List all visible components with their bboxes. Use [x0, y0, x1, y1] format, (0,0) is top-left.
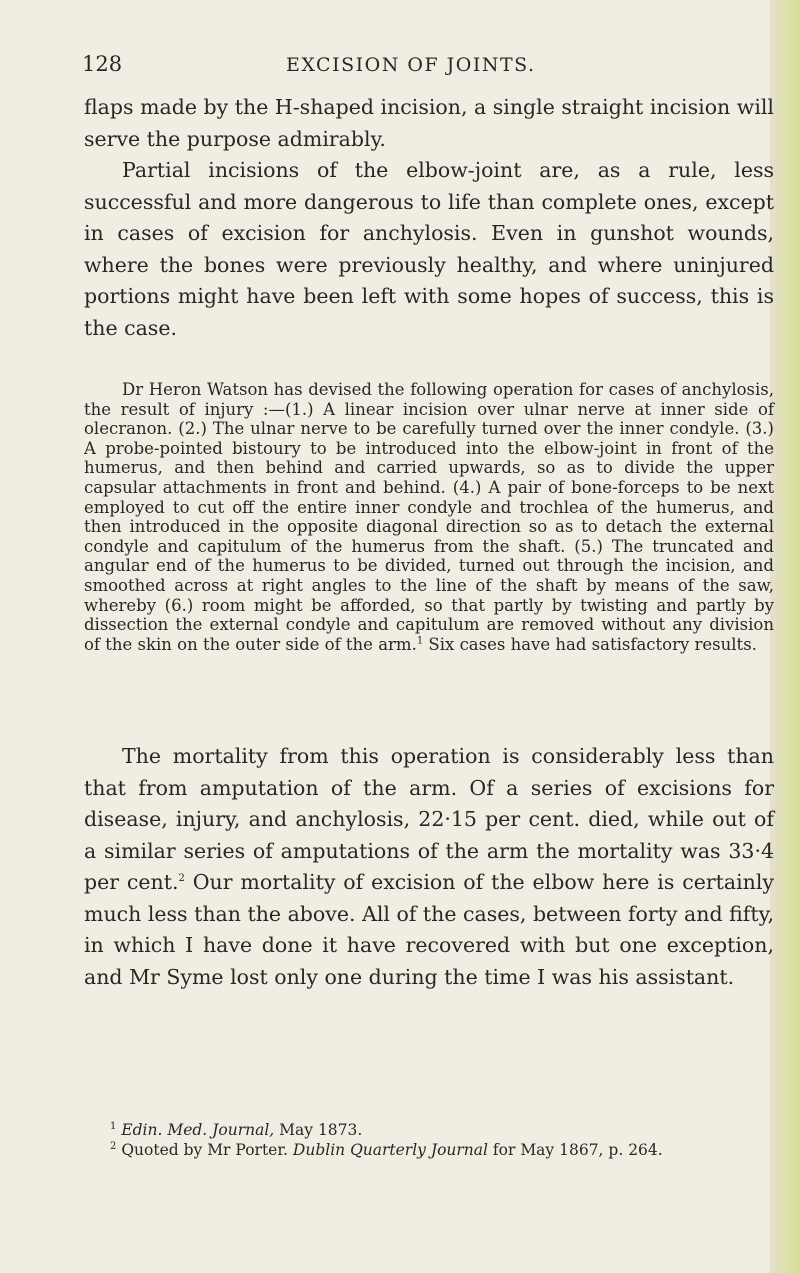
footnote-2 [84, 1141, 774, 1161]
page-number: 128 [82, 52, 123, 76]
footnote-ref-2: 2 [178, 873, 185, 885]
footnote-ref-1: 1 [416, 635, 424, 647]
heron-watson-text: Dr Heron Watson has devised the following operation for cases of anchylosis, the result of injury :—(1.) A linear incision over ulnar nerve at inner side of olecranon. (2.) The ulnar nerve to be carefully turned over the inner condyle. (3.) A probe-pointed bistoury to be introduced into the elbow-joint in front of the humerus, and then behind and carried upwards, so as to divide the upper capsular attachments in front and behind. (4.) A pair of bone-forceps to be next employed to cut off the entire inner condyle and trochlea of the humerus, and then introduced in the opposite diagonal direction so as to detach the external condyle and capitulum of the humerus from the shaft. (5.) The truncated and angular end of the humerus to be divided, turned out through the incision, and smoothed across at right angles to the line of the shaft by means of the saw, whereby (6.) room might be afforded, so that partly by twisting and partly by dissection the external condyle and capitulum are removed without any division of the skin on the outer side of the arm. [84, 380, 774, 654]
footnote-2-source: Dublin Quarterly Journal [292, 1140, 488, 1159]
mortality-tail: Our mortality of excision of the elbow here is certainly much less than the above. All of the cases, between forty and fifty, in which I have done it have recovered with but one exception, and Mr Syme lost only one during the time I was his assistant. [84, 870, 774, 989]
body-text-bottom [84, 741, 774, 993]
body-text-top [84, 92, 774, 344]
running-title: EXCISION OF JOINTS. [286, 54, 536, 76]
paragraph-heron-watson [84, 380, 774, 654]
footnote-2-rest: for May 1867, p. 264. [487, 1140, 663, 1159]
heron-watson-tail: Six cases have had satisfactory results. [423, 634, 757, 654]
footnote-1 [84, 1121, 774, 1141]
footnotes [84, 1121, 774, 1160]
footnote-2-lead: Quoted by Mr Porter. [121, 1140, 293, 1159]
small-print-section [84, 380, 774, 654]
paragraph-mortality [84, 741, 774, 993]
footnote-2-mark: 2 [110, 1140, 117, 1152]
page-edge-shadow [770, 0, 800, 1273]
footnote-1-source: Edin. Med. Journal, [121, 1121, 275, 1139]
mortality-text: The mortality from this operation is considerably less than that from amputation of the arm. Of a series of excisions for disease, injury, and anchylosis, 22·15 per cent. died, while out of a similar series of amputations of the arm the mortality was 33·4 per cent. [84, 744, 774, 894]
paragraph-flaps: flaps made by the H-shaped incision, a single straight incision will serve the purpose admirably. [84, 95, 774, 151]
paragraph-partial-incisions: Partial incisions of the elbow-joint are, as a rule, less successful and more dangerous to life than complete ones, except in cases of excision for anchylosis. Even in gunshot wounds, where the bones were previously healthy, and where uninjured portions might have been left with some hopes of success, this is the case. [84, 158, 774, 340]
footnote-1-rest: May 1873. [274, 1121, 363, 1139]
footnote-1-mark: 1 [110, 1120, 117, 1132]
